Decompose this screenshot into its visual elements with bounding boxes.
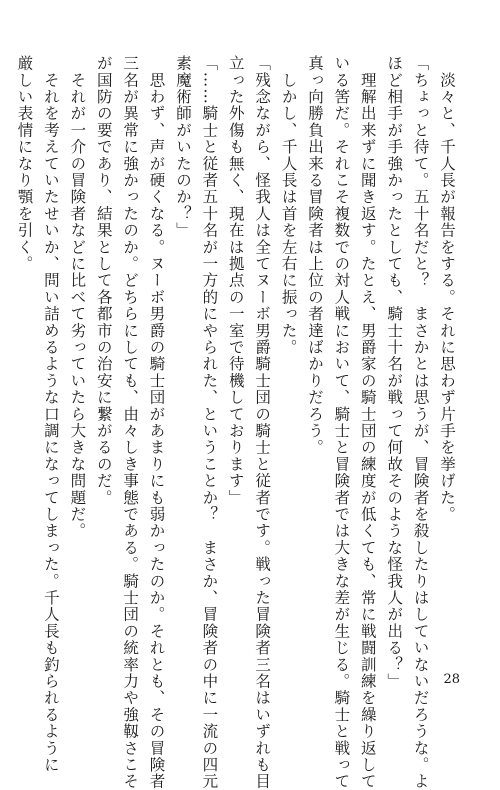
text-line: 「残念ながら、怪我人は全てヌーボ男爵騎士団の騎士と従者です。戦った冒険者三名はいずれも目 [253,55,272,790]
text-line: それを考えていたせいか、問い詰めるような口調になってしまった。千人長も釣られるように [41,55,60,774]
text-line: 「ちょっと待て。五十名だと？ まさかとは思うが、冒険者を殺したりはしていないだろうな。よ [411,55,430,790]
page-number: 28 [443,672,460,687]
text-line: 三名が異常に強かったのか。どちらにしても、由々しき事態である。騎士団の統率力や強靱さこそ [121,55,140,790]
text-line: 淡々と、千人長が報告をする。それに思わず片手を挙げた。 [438,55,456,523]
text-line: が国防の要であり、結果として各都市の治安に繋がるのだ。 [94,55,113,506]
text-line: いる筈だ。それこそ複数での対人戦において、騎士と冒険者では大きな差が生じる。騎士と戦って [332,55,351,790]
text-line: 思わず、声が硬くなる。ヌーボ男爵の騎士団があまりにも弱かったのか。それとも、その冒険者 [147,55,166,790]
text-line: 「……騎士と従者五十名が一方的にやられた、ということか？ まさか、冒険者の中に一流の四元 [200,55,219,790]
text-line: しかし、千人長は首を左右に振った。 [279,55,298,356]
text-line: 理解出来ずに聞き返す。たとえ、男爵家の騎士団の練度が低くても、常に戦闘訓練を繰り返して [358,55,377,790]
text-line: 厳しい表情になり顎を引く。 [15,55,34,273]
text-line: 立った外傷も無く、現在は拠点の一室で待機しております」 [226,55,245,506]
text-line: ほど相手が手強かったとしても、騎士十名が戦って何故そのような怪我人が出る？」 [385,55,404,690]
text-line: 素魔術師がいたのか？」 [173,55,192,239]
text-line: それが一介の冒険者などに比べて劣っていたら大きな問題だ。 [68,55,87,540]
text-line: 真っ向勝負出来る冒険者は上位の者達ばかりだろう。 [305,55,324,456]
